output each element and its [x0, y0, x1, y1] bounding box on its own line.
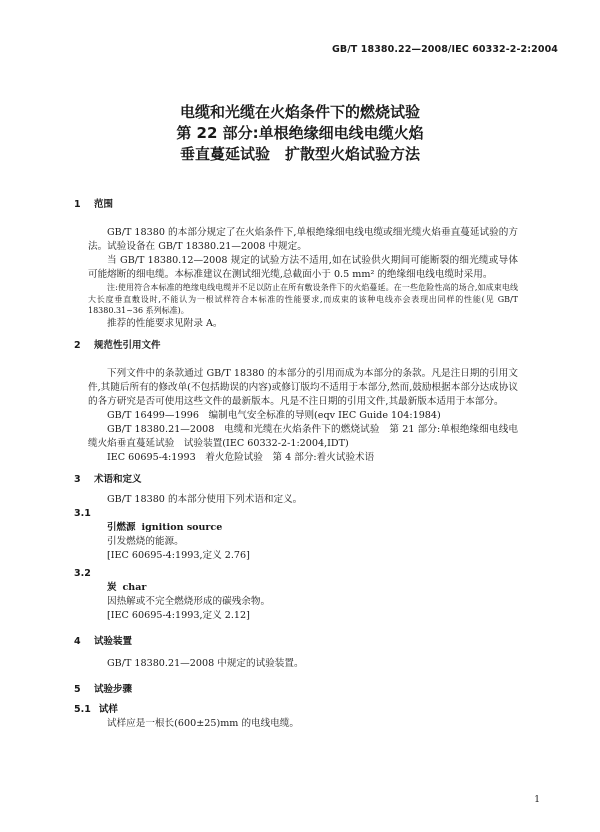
term-3-2-number: 3.2: [74, 567, 91, 579]
section-2-heading: 2 规范性引用文件: [74, 339, 161, 351]
section-4-heading: 4 试验装置: [74, 635, 133, 647]
term-3-2: [88, 581, 518, 595]
section-1-note: 注:使用符合本标准的绝缘电线电缆并不足以防止在所有敷设条件下的火焰蔓延。在一些危险性高的场合,如成束电线大长度垂直敷设时,不能认为一根试样符合本标准的性能要求,而成束的该种电线亦会表现出同样的性能(见 GB/T 18380.31~36 系列标准)。: [88, 283, 518, 315]
term-3-1-definition: 引发燃烧的能源。: [107, 535, 184, 547]
reference-1: GB/T 16499—1996 编制电气安全标准的导则(eqv IEC Guide 104:1984): [107, 409, 441, 421]
reference-2: GB/T 18380.21—2008 电缆和光缆在火焰条件下的燃烧试验 第 21 部分:单根绝缘细电线电缆火焰垂直蔓延试验 试验装置(IEC 60332-2-1:2004,IDT): [88, 423, 518, 449]
section-1-paragraph-2: 当 GB/T 18380.12—2008 规定的试验方法不适用,如在试验供火期间可能断裂的细光缆或导体可能熔断的细电缆。本标准建议在测试细光缆,总截面小于 0.5 mm² 的绝缘细电线电缆时采用。: [88, 255, 518, 280]
term-3-2-source: [IEC 60695-4:1993,定义 2.12]: [107, 609, 250, 621]
section-4-paragraph-1: GB/T 18380.21—2008 中规定的试验装置。: [107, 657, 304, 669]
section-1-paragraph-1: GB/T 18380 的本部分规定了在火焰条件下,单根绝缘细电线电缆或细光缆火焰垂直蔓延试验的方法。试验设备在 GB/T 18380.21—2008 中规定。: [88, 227, 518, 252]
standard-code: GB/T 18380.22—2008/IEC 60332-2-2:2004: [332, 44, 558, 55]
subsection-5-1-heading: 5.1 试样: [74, 703, 118, 715]
subsection-5-1-paragraph-1: 试样应是一根长(600±25)mm 的电线电缆。: [107, 717, 300, 729]
section-1-heading: 1 范围: [74, 199, 114, 210]
reference-3: IEC 60695-4:1993 着火危险试验 第 4 部分:着火试验术语: [107, 451, 375, 463]
page-number: 1: [534, 795, 540, 805]
term-3-1: [88, 521, 518, 535]
document-title: [0, 102, 600, 165]
term-3-1-en: ignition source: [141, 521, 223, 533]
title-line-2: 第 22 部分:单根绝缘细电线电缆火焰: [176, 124, 424, 142]
section-3-heading: 3 术语和定义: [74, 473, 142, 485]
section-3-paragraph-1: GB/T 18380 的本部分使用下列术语和定义。: [107, 493, 303, 505]
term-3-1-source: [IEC 60695-4:1993,定义 2.76]: [107, 549, 250, 561]
term-3-2-definition: 因热解或不完全燃烧形成的碳残余物。: [107, 595, 271, 607]
title-line-3: 垂直蔓延试验 扩散型火焰试验方法: [179, 145, 420, 163]
term-3-1-number: 3.1: [74, 507, 91, 519]
title-line-1: 电缆和光缆在火焰条件下的燃烧试验: [179, 103, 420, 121]
term-3-1-zh: 引燃源: [107, 521, 136, 533]
section-1-paragraph-3: 推荐的性能要求见附录 A。: [107, 317, 223, 329]
section-5-heading: 5 试验步骤: [74, 683, 133, 695]
section-2-paragraph-1: 下列文件中的条款通过 GB/T 18380 的本部分的引用而成为本部分的条款。凡是注日期的引用文件,其随后所有的修改单(不包括勘误的内容)或修订版均不适用于本部分,然而,鼓励根据本部分达成协议的各方研究是否可使用这些文件的最新版本。凡是不注日期的引用文件,其最新版本适用于本部分。: [88, 367, 518, 407]
term-3-2-zh: 炭: [107, 581, 117, 593]
document-body: [74, 198, 518, 731]
term-3-2-en: char: [122, 581, 147, 593]
